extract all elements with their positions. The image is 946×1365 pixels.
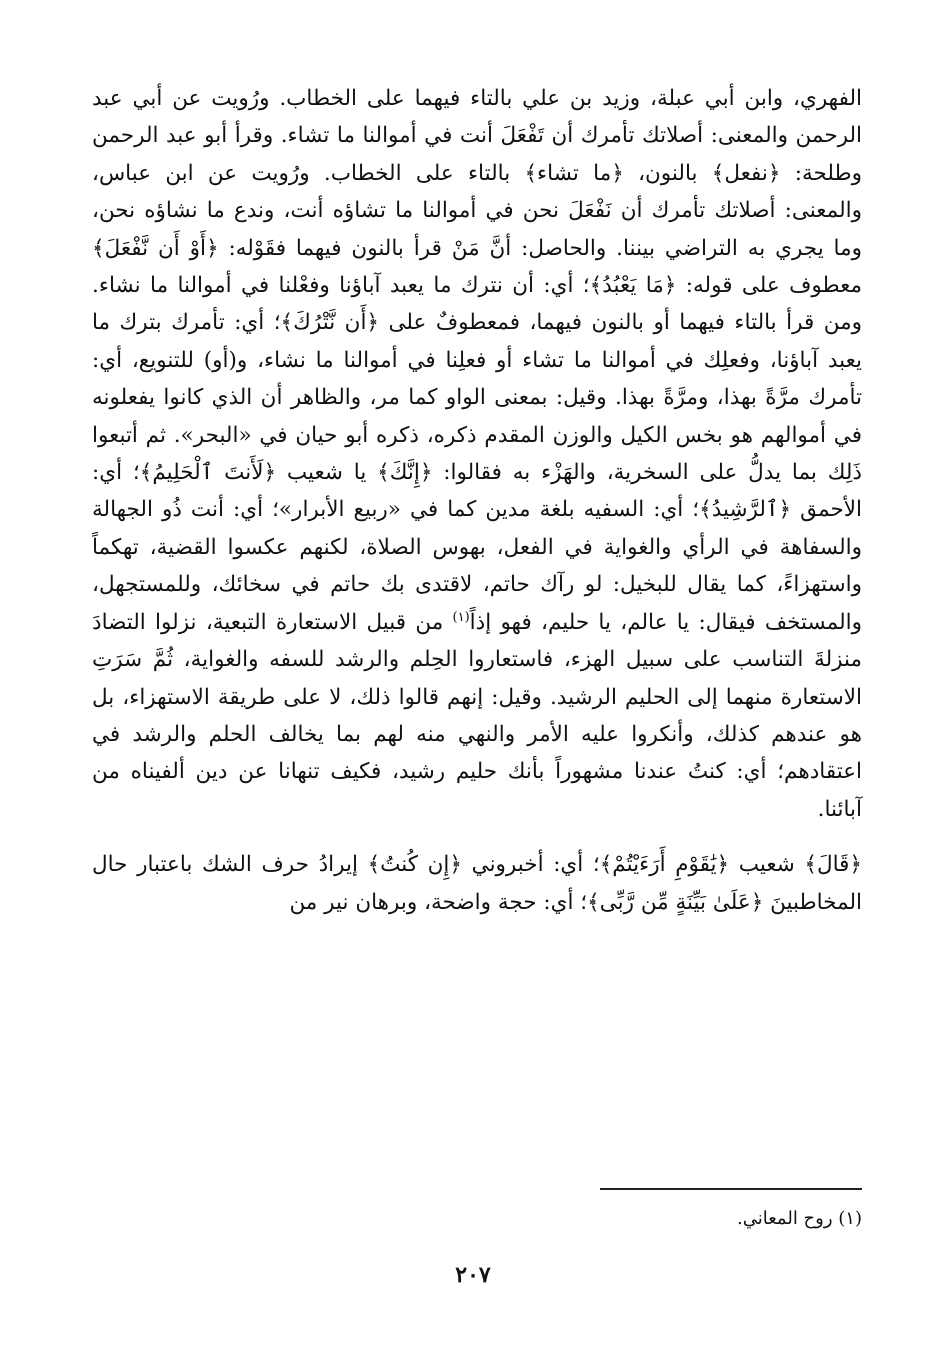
paragraph-1-text: الفهري، وابن أبي عبلة، وزيد بن علي بالتاء فيهما على الخطاب. ورُويت عن أبي عبد الرحمن والمعنى: أصلاتك تأمرك أن تَفْعَلَ أنت في أموالنا ما تشاء. وقرأ أبو عبد الرحمن وطلحة: ﴿نفعل﴾ بالنون، ﴿ما تشاء﴾ بالتاء على الخطاب. ورُويت عن ابن عباس، والمعنى: أصلاتك تأمرك أن نَفْعَلَ نحن في أموالنا ما تشاؤه أنت، وندع ما نشاؤه نحن، وما يجري به التراضي بيننا. والحاصل: أنَّ مَنْ قرأ بالنون فيهما فقَوْله: ﴿أَوْ أَن نَّفْعَلَ﴾ معطوف على قوله: ﴿مَا يَعْبُدُ﴾؛ أي: أن نترك ما يعبد آباؤنا وفعْلنا في أموالنا ما نشاء. ومن قرأ بالتاء فيهما أو بالنون فيهما، فمعطوفٌ على ﴿أَن نَّتْرُكَ﴾؛ أي: تأمرك بترك ما يعبد آباؤنا، وفعلِك في أموالنا ما تشاء أو فعلِنا في أموالنا ما نشاء، و(أو) للتنويع، أي: تأمرك مرَّةً بهذا، ومرَّةً بهذا. وقيل: بمعنى الواو كما مر، والظاهر أن الذي كانوا يفعلونه في أموالهم هو بخس الكيل والوزن المقدم ذكره، ذكره أبو حيان في «البحر». ثم أتبعوا ذَلِك بما يدلُّ على السخرية، والهَزْء به فقالوا: ﴿إِنَّكَ﴾ يا شعيب ﴿لَأَنتَ ٱلْحَلِيمُ﴾؛ أي: الأحمق ﴿ٱلرَّشِيدُ﴾؛ أي: السفيه بلغة مدين كما في «ربيع الأبرار»؛ أي: أنت ذُو الجهالة والسفاهة في الرأي والغواية في الفعل، بهوس الصلاة، لكنهم عكسوا القضية، تهكماً واستهزاءً، كما يقال للبخيل: لو رآك حاتم، لاقتدى بك حاتم في سخائك، وللمستجهل، والمستخف فيقال: يا عالم، يا حليم، فهو إذاً bbox=[92, 86, 862, 635]
paragraph-1 bbox=[92, 80, 862, 828]
footnote-reference: (١) bbox=[452, 609, 470, 625]
footnote-separator bbox=[600, 1188, 862, 1190]
paragraph-2: ﴿قَالَ﴾ شعيب ﴿يَٰقَوْمِ أَرَءَيْتُمْ﴾؛ أي: أخبروني ﴿إِن كُنتُ﴾ إيرادُ حرف الشك باعتبار حال المخاطبينَ ﴿عَلَىٰ بَيِّنَةٍ مِّن رَّبِّى﴾؛ أي: حجة واضحة، وبرهان نير من bbox=[92, 852, 862, 915]
page-body bbox=[92, 80, 862, 921]
page-number: ٢٠٧ bbox=[455, 1262, 491, 1288]
paragraph-1-continuation: من قبيل الاستعارة التبعية، نزلوا التضادَ منزلةَ التناسب على سبيل الهزء، فاستعاروا الحِلم والرشد للسفه والغواية، ثُمَّ سَرَتِ الاستعارة منهما إلى الحليم الرشيد. وقيل: إنهم قالوا ذلك، لا على طريقة الاستهزاء، بل هو عندهم كذلك، وأنكروا عليه الأمر والنهي منه لهم بما يخالف الحلم والرشد في اعتقادهم؛ أي: كنتُ عندنا مشهوراً بأنك حليم رشيد، فكيف تنهانا عن دين ألفيناه من آبائنا. bbox=[92, 609, 862, 822]
footnote: (١) روح المعاني. bbox=[737, 1208, 862, 1229]
